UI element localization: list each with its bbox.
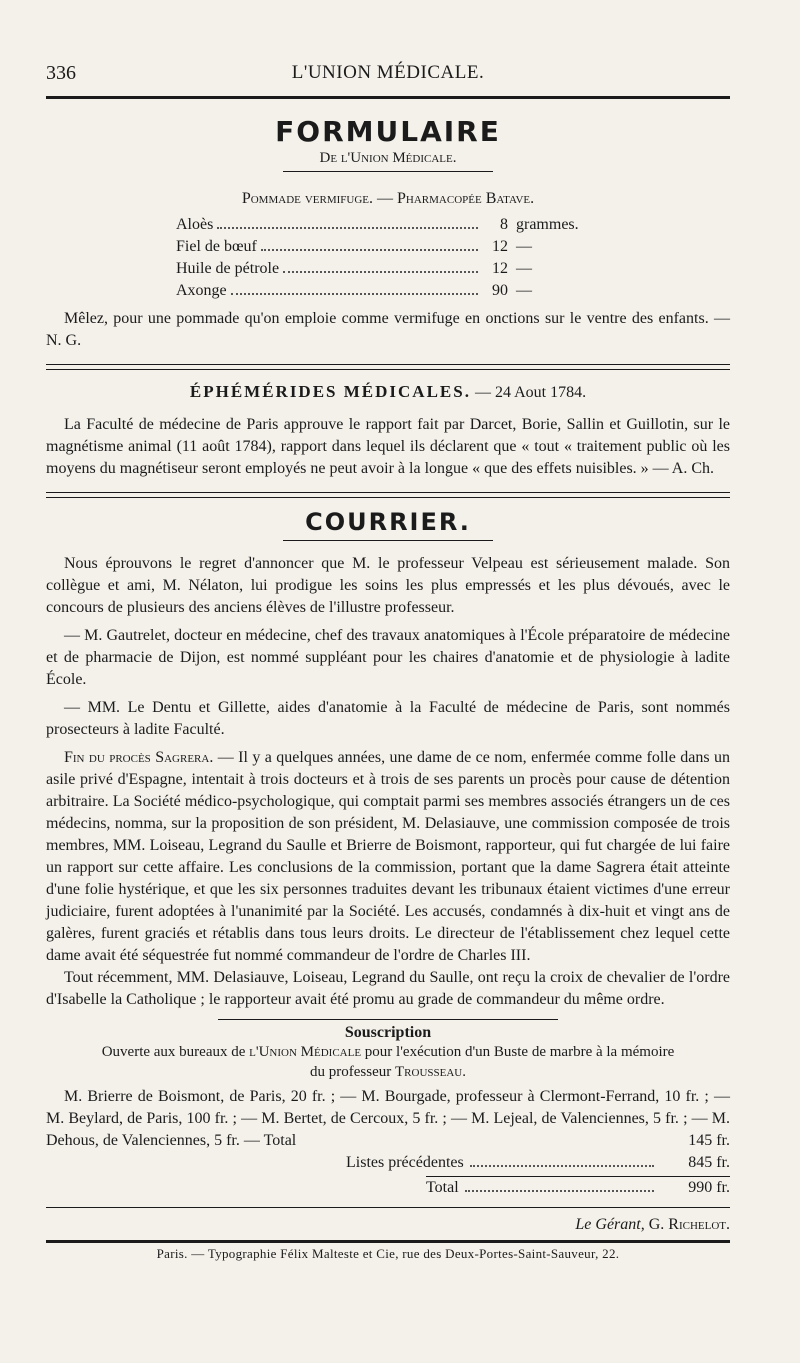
double-rule: [46, 492, 730, 498]
leader-dots: [217, 227, 478, 229]
section-rule: [218, 1019, 558, 1020]
souscription-title: Souscription: [344, 1024, 432, 1041]
courrier-final-paragraph: Tout récemment, MM. Delasiauve, Loiseau, Legrand du Saulle, ont reçu la croix de chevalier de l'ordre d'Isabelle la Catholique ; le rapporteur avait été promu au grade de commandeur du même ordre.: [46, 969, 730, 1008]
formulaire-subtitle: De l'Union Médicale.: [319, 150, 457, 166]
donor-total: 145 fr.: [688, 1132, 730, 1149]
sagrera-text: — Il y a quelques années, une dame de ce nom, enfermée comme folle dans un asile privé d'Espagne, intentait à trois docteurs et à trois de ses parents un procès pour cause de détention arbitraire. La Société médico-psychologique, qui comptait parmi ses membres associés étrangers un de ces médecins, nomma, sur la proposition de son président, M. Delasiauve, une commission composée de trois membres, MM. Loiseau, Legrand du Saulle et Brierre de Boismont, rapporteur, qui fut chargée de lui faire un rapport sur cette affaire. Les conclusions de la commission, portant que la dame Sagrera était atteinte d'une folie hystérique, et que les six personnes traduites devant les tribunaux étaient victimes d'une erreur judiciaire, furent adoptées à l'unanimité par la Société. Les accusés, condamnés à dix-huit et vingt ans de galères, furent graciés et rétablis dans tous leurs droits. Le directeur de l'établissement chez lequel cette dame avait été séquestrée fut nommé commandeur de l'ordre de Charles III.: [46, 749, 731, 964]
leader-dots: [465, 1190, 654, 1192]
recipe-title: Pommade vermifuge. — Pharmacopée Batave.: [241, 190, 535, 207]
sagrera-paragraph: [46, 747, 730, 967]
subtitle-text: du professeur: [310, 1064, 395, 1080]
ephemerides-text: La Faculté de médecine de Paris approuve le rapport fait par Darcet, Borie, Sallin et Guillotin, sur le magnétisme animal (11 août 1784), rapport dans lequel ils déclarent que « tout « traitement public où les moyens du magnétiseur seront employés ne peut avoir à la longue « que des effets nuisibles. » — A. Ch.: [46, 416, 730, 477]
ingredient-qty: 12: [492, 260, 508, 277]
page-number: 336: [46, 62, 76, 84]
donor-text: M. Brierre de Boismont, de Paris, 20 fr. ; — M. Bourgade, professeur à Clermont-Ferrand, 10 fr. ; — M. Beylard, de Paris, 100 fr. ; — M. Bertet, de Cercoux, 5 fr. ; — M. Lejeal, de Valenciennes, 5 fr. ; — M. Dehous, de Valenciennes, 5 fr. — Total: [46, 1088, 730, 1149]
ephemerides-title: ÉPHÉMÉRIDES MÉDICALES.: [189, 382, 471, 401]
souscription-subtitle: [46, 1042, 730, 1082]
formulaire-title: FORMULAIRE: [275, 115, 501, 148]
ingredient-name: Fiel de bœuf: [176, 238, 257, 255]
courrier-paragraph: Nous éprouvons le regret d'annoncer que M. le professeur Velpeau est sérieusement malade. Son collègue et ami, M. Nélaton, lui prodigue les soins les plus empressés et les plus dévoués, avec le concours de plusieurs des anciens élèves de l'illustre professeur.: [46, 555, 730, 616]
journal-title: L'UNION MÉDICALE.: [291, 62, 485, 83]
section-rule: [283, 171, 493, 172]
leader-dots: [470, 1165, 654, 1167]
section-rule: [283, 540, 493, 541]
single-rule: [46, 1207, 730, 1208]
signature-role: Le Gérant,: [575, 1216, 645, 1233]
leader-dots: [231, 293, 478, 295]
subtitle-name: Trousseau.: [395, 1064, 466, 1080]
courrier-paragraph: — MM. Le Dentu et Gillette, aides d'anatomie à la Faculté de médecine de Paris, sont nommés prosecteurs à ladite Faculté.: [46, 699, 730, 738]
ingredient-name: Axonge: [176, 282, 227, 299]
ingredient-qty: 8: [500, 216, 508, 233]
previous-lists-value: 845 fr.: [688, 1154, 730, 1171]
previous-lists-line: [346, 1154, 730, 1172]
printer-imprint: Paris. — Typographie Félix Malteste et Cie, rue des Deux-Portes-Saint-Sauveur, 22.: [46, 1240, 730, 1262]
donor-list: [46, 1086, 730, 1152]
ingredient-row: [176, 260, 606, 282]
subtitle-text: pour l'exécution d'un Buste de marbre à la mémoire: [361, 1044, 675, 1060]
total-value: 990 fr.: [688, 1179, 730, 1196]
subtitle-journal: l'Union Médicale: [249, 1044, 362, 1060]
courrier-title: COURRIER.: [305, 508, 471, 536]
ingredient-row: [176, 238, 606, 260]
ingredient-unit: —: [516, 260, 532, 277]
subtitle-text: Ouverte aux bureaux de: [101, 1044, 250, 1060]
ingredient-unit: grammes.: [516, 216, 579, 233]
ingredient-name: Huile de pétrole: [176, 260, 280, 277]
sagrera-label: Fin du procès Sagrera.: [64, 749, 214, 766]
double-rule: [46, 364, 730, 370]
ingredient-unit: —: [516, 238, 532, 255]
ingredient-row: [176, 282, 606, 304]
signature-name: G. Richelot.: [648, 1216, 730, 1233]
leader-dots: [283, 271, 478, 273]
journal-page: [0, 56, 800, 1363]
previous-lists-label: Listes précédentes: [346, 1154, 464, 1171]
ephemerides-date: — 24 Aout 1784.: [474, 384, 587, 401]
ephemerides-heading: [46, 382, 730, 402]
ingredient-qty: 12: [492, 238, 508, 255]
ingredient-name: Aloès: [176, 216, 214, 233]
total-label: Total: [426, 1179, 459, 1196]
sum-rule: [426, 1176, 730, 1177]
ingredient-qty: 90: [492, 282, 508, 299]
recipe-instructions: Mêlez, pour une pommade qu'on emploie comme vermifuge en onctions sur le ventre des enfants. — N. G.: [46, 310, 730, 349]
total-line: [426, 1179, 730, 1197]
signature: [46, 1216, 730, 1234]
ingredient-row: [176, 216, 606, 238]
ingredient-unit: —: [516, 282, 532, 299]
running-head: [46, 56, 730, 99]
leader-dots: [261, 249, 478, 251]
courrier-paragraph: — M. Gautrelet, docteur en médecine, chef des travaux anatomiques à l'École préparatoire de médecine et de pharmacie de Dijon, est nommé suppléant pour les chaires d'anatomie et de physiologie à ladite École.: [46, 627, 730, 688]
ingredient-list: [176, 216, 606, 304]
